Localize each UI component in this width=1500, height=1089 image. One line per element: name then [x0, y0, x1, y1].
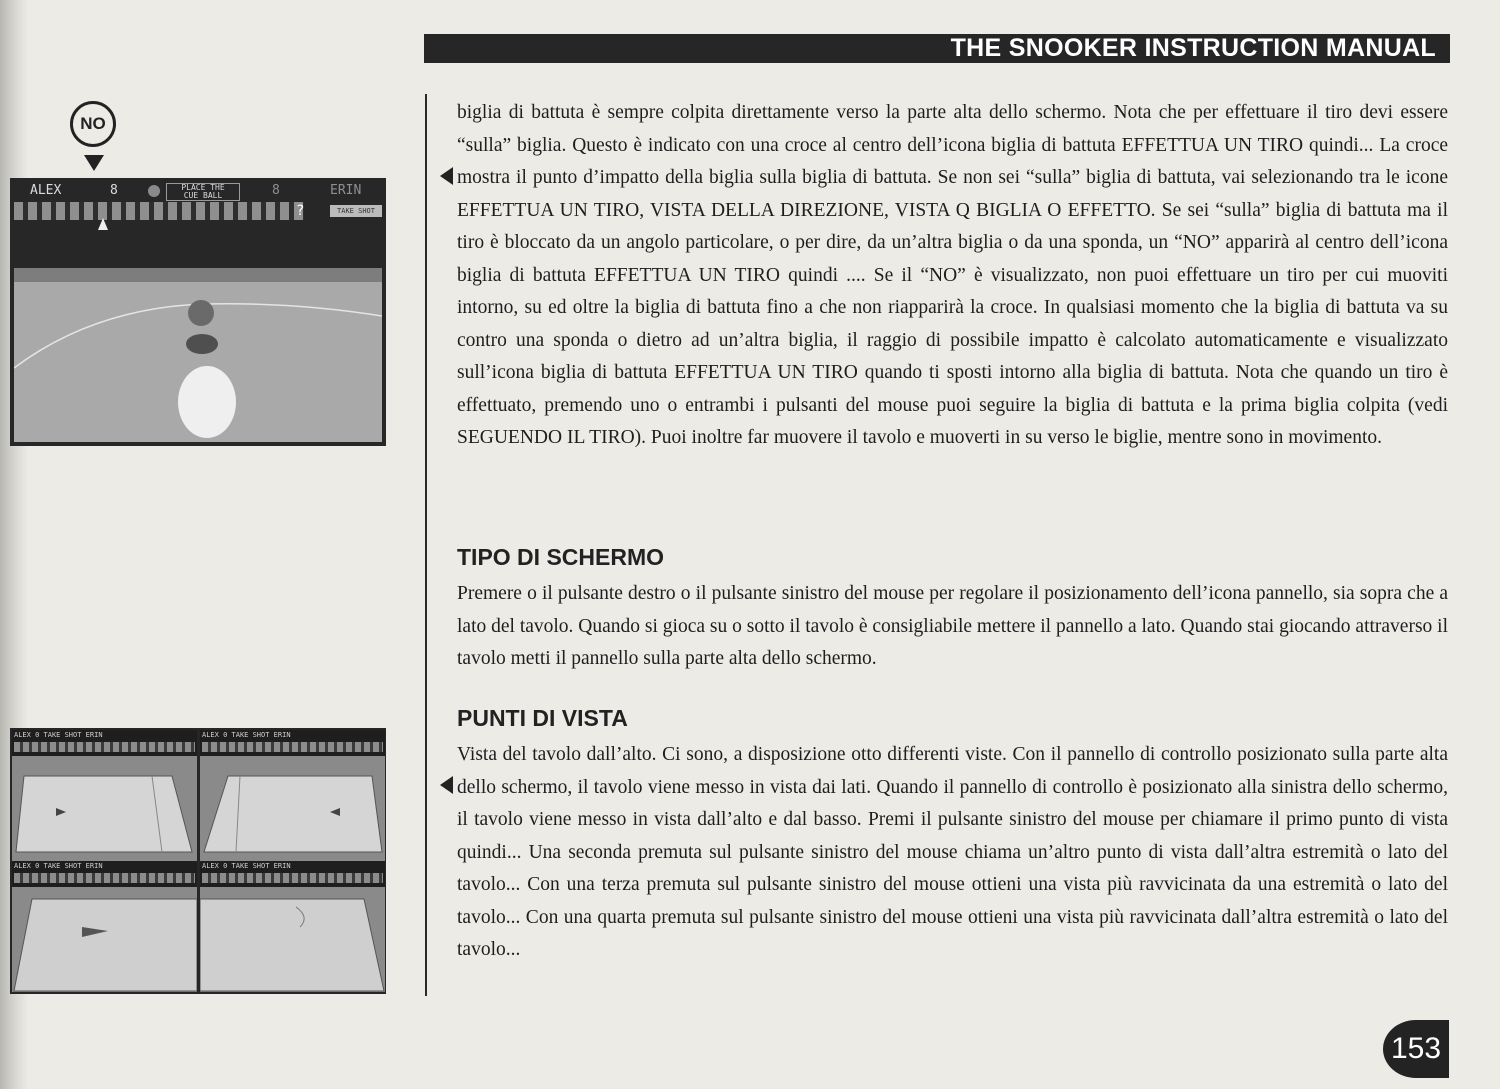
mini-table: [200, 887, 385, 992]
mini-table: [12, 887, 197, 992]
player-right-name: ERIN: [330, 183, 362, 198]
pointer-arrow-icon: [440, 167, 453, 185]
pointer-arrow-icon: [440, 776, 453, 794]
score-panel: [14, 182, 382, 200]
mini-score-left: 0: [223, 731, 228, 739]
cue-ball: [178, 366, 236, 438]
mini-player-right: ERIN: [273, 731, 291, 739]
mini-player-left: ALEX: [202, 862, 219, 870]
view-panel-4: [200, 861, 385, 992]
intro-paragraph: biglia di battuta è sempre colpita direttamente verso la parte alta dello schermo. Nota che per effettuare il tiro devi essere “sulla” biglia. Questo è indicato con una croce al centro dell’icona biglia di battuta EFFETTUA UN TIRO quindi... La croce mostra il punto d’impatto della biglia sulla biglia di battuta. Se non sei “sulla” biglia di battuta, vai selezionando tra le icone EFFETTUA UN TIRO, VISTA DELLA DIREZIONE, VISTA Q BIGLIA O EFFETTO. Se sei “sulla” biglia di battuta ma il tiro è bloccato da un angolo particolare, o per dire, da un’altra biglia o da una sponda, un “NO” apparirà al centro dell’icona biglia di battuta EFFETTUA UN TIRO quindi .... Se il “NO” è visualizzato, non puoi effettuare un tiro per cui muoviti intorno, su ed oltre la biglia di battuta fino a che non riapparirà la croce. In qualsiasi momento che la biglia di battuta va su contro una sponda o dietro ad un’altra biglia, il raggio di possibile impatto è calcolato automaticamente e visualizzato sull’icona biglia di battuta EFFETTUA UN TIRO quando ti sposti intorno alla biglia di battuta. Nota che quando un tiro è effettuato, premendo uno o entrambi i pulsanti del mouse puoi seguire la biglia di battuta e la prima biglia colpita (vedi SEGUENDO IL TIRO). Puoi inoltre far muovere il tavolo e muoverti in su verso le biglie, mentre sono in movimento.: [457, 102, 1448, 448]
mini-score-left: 0: [223, 862, 228, 870]
table-perspective: [200, 887, 385, 992]
mini-score-left: 0: [35, 731, 40, 739]
mini-score-panel: [200, 730, 385, 756]
section-text-screen-type: Premere o il pulsante destro o il pulsante sinistro del mouse per regolare il posizionamento dell’icona pannello, sia sopra che a lato del tavolo. Quando si gioca su o sotto il tavolo è consigliabile mettere il pannello a lato. Quando stai giocando attraverso il tavolo metti il pannello sulla parte alta dello schermo.: [457, 583, 1449, 669]
table-view: [14, 268, 382, 442]
status-box: [166, 183, 240, 201]
mini-score-panel: [12, 730, 197, 756]
no-symbol-icon: NO: [70, 101, 116, 147]
section-title-viewpoints: PUNTI DI VISTA: [457, 705, 628, 731]
player-left-score: 8: [110, 183, 118, 198]
icon-toolbar: [14, 202, 382, 220]
page-number: 153: [1383, 1020, 1449, 1078]
game-screenshot-view-options: [10, 728, 386, 994]
mini-score-left: 0: [35, 862, 40, 870]
player-right-score: 8: [272, 183, 280, 198]
mini-toolbar-icons: [14, 873, 195, 883]
mini-status: TAKE SHOT: [43, 862, 82, 870]
view-panel-2: [200, 730, 385, 861]
mini-player-left: ALEX: [14, 862, 31, 870]
section-text-viewpoints: Vista del tavolo dall’alto. Ci sono, a disposizione otto differenti viste. Con il pannello di controllo posizionato sulla parte alta dello schermo, il tavolo viene messo in vista dai lati. Quando il pannello di controllo è posizionato alla sinistra dello schermo, il tavolo viene messo in vista dall’alto e dal basso. Premi il pulsante sinistro del mouse per chiamare il primo punto di vista quindi... Una seconda premuta sul pulsante sinistro del mouse chiama un’altro punto di vista dall’altra estremità o lato del tavolo... Con una terza premuta sul pulsante sinistro del mouse ottieni una vista più ravvicinata da una estremità o lato del tavolo... Con una quarta premuta sul pulsante sinistro del mouse ottieni una vista più ravvicinata dall’altra estremità o lato del tavolo...: [457, 744, 1448, 960]
help-icon: ?: [296, 203, 305, 219]
mini-player-left: ALEX: [202, 731, 219, 739]
take-shot-button: TAKE SHOT: [330, 205, 382, 217]
view-panel-1: [12, 730, 197, 861]
table-perspective: [12, 756, 197, 861]
mini-table: [12, 756, 197, 861]
game-screenshot-cue-view: [10, 178, 386, 446]
mini-score-panel: [12, 861, 197, 887]
player-left-name: ALEX: [30, 183, 62, 198]
status-line2: CUE BALL: [183, 191, 223, 200]
down-arrow-icon: [84, 155, 104, 171]
mini-status: TAKE SHOT: [231, 731, 270, 739]
ball-icon: [148, 185, 160, 197]
target-ball-base: [186, 334, 218, 354]
mini-player-right: ERIN: [85, 731, 103, 739]
column-divider: [425, 94, 427, 996]
toolbar-icons-strip: [14, 202, 304, 220]
page-header: THE SNOOKER INSTRUCTION MANUAL: [424, 34, 1450, 63]
mini-score-panel: [200, 861, 385, 887]
status-line1: PLACE THE: [181, 183, 225, 192]
table-perspective: [12, 887, 197, 992]
table-perspective: [200, 756, 385, 861]
mini-status: TAKE SHOT: [43, 731, 82, 739]
mini-status: TAKE SHOT: [231, 862, 270, 870]
section-title-screen-type: TIPO DI SCHERMO: [457, 544, 665, 570]
mini-player-right: ERIN: [85, 862, 103, 870]
target-ball: [188, 300, 214, 326]
mini-toolbar-icons: [14, 742, 195, 752]
view-panel-3: [12, 861, 197, 992]
mini-player-left: ALEX: [14, 731, 31, 739]
mini-player-right: ERIN: [273, 862, 291, 870]
mini-table: [200, 756, 385, 861]
mini-toolbar-icons: [202, 742, 383, 752]
mini-toolbar-icons: [202, 873, 383, 883]
mouse-cursor-icon: [98, 218, 108, 230]
